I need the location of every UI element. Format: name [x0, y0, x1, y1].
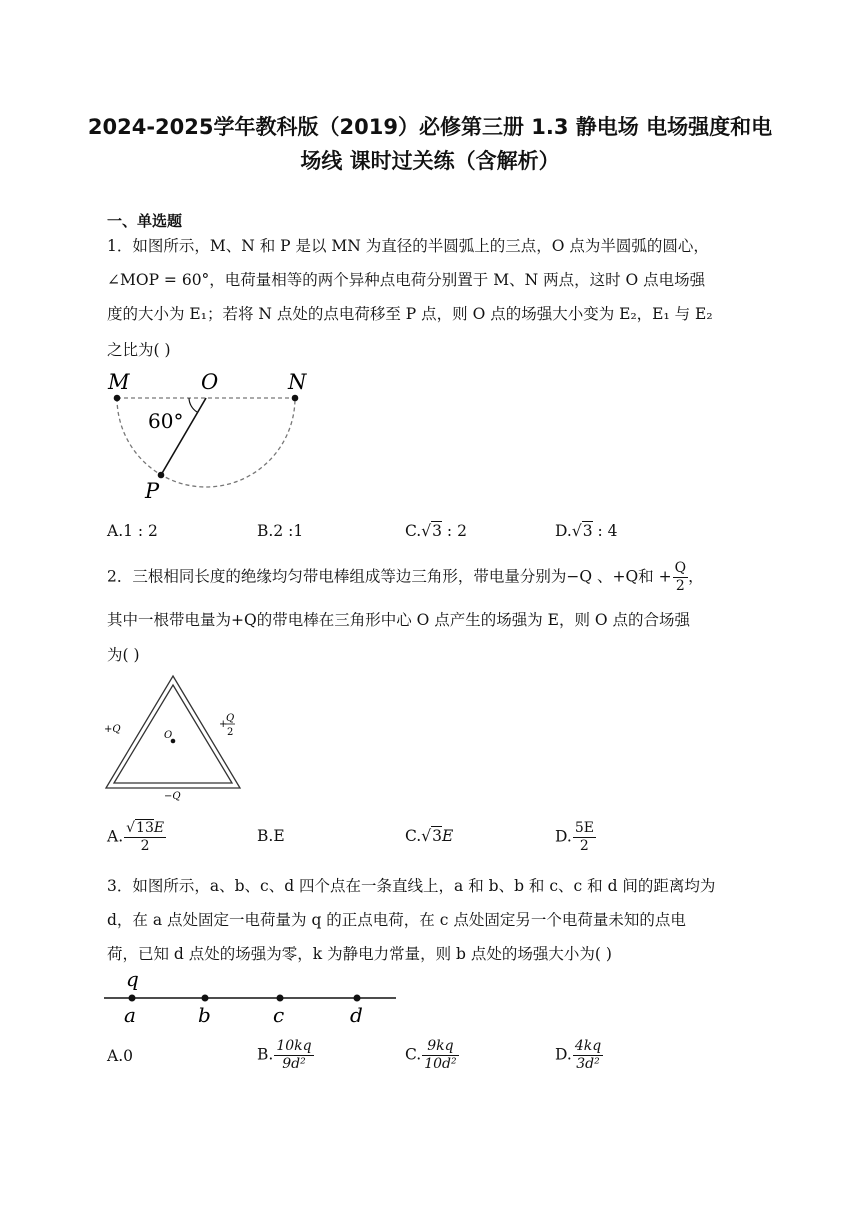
q1-option-b: B.2 :1	[257, 522, 304, 540]
point-a	[129, 995, 136, 1002]
page-subtitle: 场线 课时过关练（含解析）	[300, 149, 560, 173]
q1-line3: 度的大小为 E₁；若将 N 点处的点电荷移至 P 点，则 O 点的场强大小变为 E₂，E₁ 与 E₂	[107, 305, 713, 323]
q2-line2: 其中一根带电量为+Q的带电棒在三角形中心 O 点产生的场强为 E，则 O 点的合场强	[107, 611, 691, 629]
section-heading: 一、单选题	[107, 212, 183, 230]
triangle-outer	[106, 676, 240, 788]
q1-line2: ∠MOP = 60°，电荷量相等的两个异种点电荷分别置于 M、N 两点，这时 O 点电场强	[107, 271, 706, 289]
q1-option-d: D.√3 : 4	[555, 522, 618, 540]
q2-line3: 为( )	[107, 646, 140, 664]
semicircle-arc	[117, 398, 295, 487]
label-p: P	[145, 479, 160, 503]
q1-line1: 1．如图所示，M、N 和 P 是以 MN 为直径的半圆弧上的三点，O 点为半圆弧的圆心，	[107, 237, 709, 255]
q2-option-c: C.√3E	[405, 827, 454, 845]
point-m	[114, 395, 121, 402]
label-n: N	[288, 370, 307, 394]
q3-option-b: B. $\frac{10kq}{\text{9d²}}$	[257, 1038, 312, 1072]
q3-line1: 3．如图所示，a、b、c、d 四个点在一条直线上，a 和 b、b 和 c、c 和 d 间的距离均为	[107, 877, 716, 895]
label-angle: 60°	[148, 409, 184, 433]
angle-arc	[189, 398, 197, 412]
point-p	[158, 472, 165, 479]
point-n	[292, 395, 299, 402]
q3-line3: 荷，已知 d 点处的场强为零，k 为静电力常量，则 b 点处的场强大小为( )	[107, 945, 612, 963]
q2-option-a: A. $\frac{√13E}{2}$	[107, 820, 165, 854]
q3-option-a: A.0	[107, 1047, 133, 1065]
label-q: q	[126, 967, 139, 991]
page-title: 2024-2025学年教科版（2019）必修第三册 1.3 静电场 电场强度和电	[87, 115, 773, 139]
q2-frac-q-over-2: $\frac{Q}{2}$	[674, 560, 687, 594]
q2-line1: 2．三根相同长度的绝缘均匀带电棒组成等边三角形，带电量分别为−Q 、+Q和 + $\frac{Q}{2}$ ，	[107, 560, 704, 594]
label-d: d	[350, 1003, 363, 1027]
label-right-den: 2	[227, 727, 234, 738]
q2-figure	[100, 672, 250, 807]
q2-option-b: B.E	[257, 827, 285, 845]
q2-option-d: D. $\frac{5E}{2}$	[555, 820, 594, 854]
q1-line4: 之比为( )	[107, 341, 171, 359]
point-d	[354, 995, 361, 1002]
point-c	[277, 995, 284, 1002]
q3-option-d: D. $\frac{4kq}{\text{3d²}}$	[555, 1038, 602, 1072]
label-left-charge: +Q	[104, 724, 121, 735]
q3-figure	[100, 966, 400, 1028]
label-bottom-charge: −Q	[164, 791, 181, 802]
point-b	[202, 995, 209, 1002]
q3-line2: d，在 a 点处固定一电荷量为 q 的正点电荷，在 c 点处固定另一个电荷量未知的点电	[107, 911, 686, 929]
label-a: a	[124, 1003, 136, 1027]
label-c: c	[273, 1003, 285, 1027]
q1-option-a: A.1 : 2	[107, 522, 158, 540]
q1-option-c: C.√3 : 2	[405, 522, 467, 540]
label-right-num: Q	[226, 713, 235, 724]
label-o: O	[164, 730, 173, 741]
q3-option-c: C. $\frac{9kq}{\text{10d²}}$	[405, 1038, 457, 1072]
triangle-inner	[114, 685, 235, 783]
q1-figure	[105, 368, 325, 503]
label-right-plus: +	[219, 719, 228, 730]
label-b: b	[198, 1003, 211, 1027]
label-m: M	[108, 370, 130, 394]
label-o: O	[201, 370, 219, 394]
